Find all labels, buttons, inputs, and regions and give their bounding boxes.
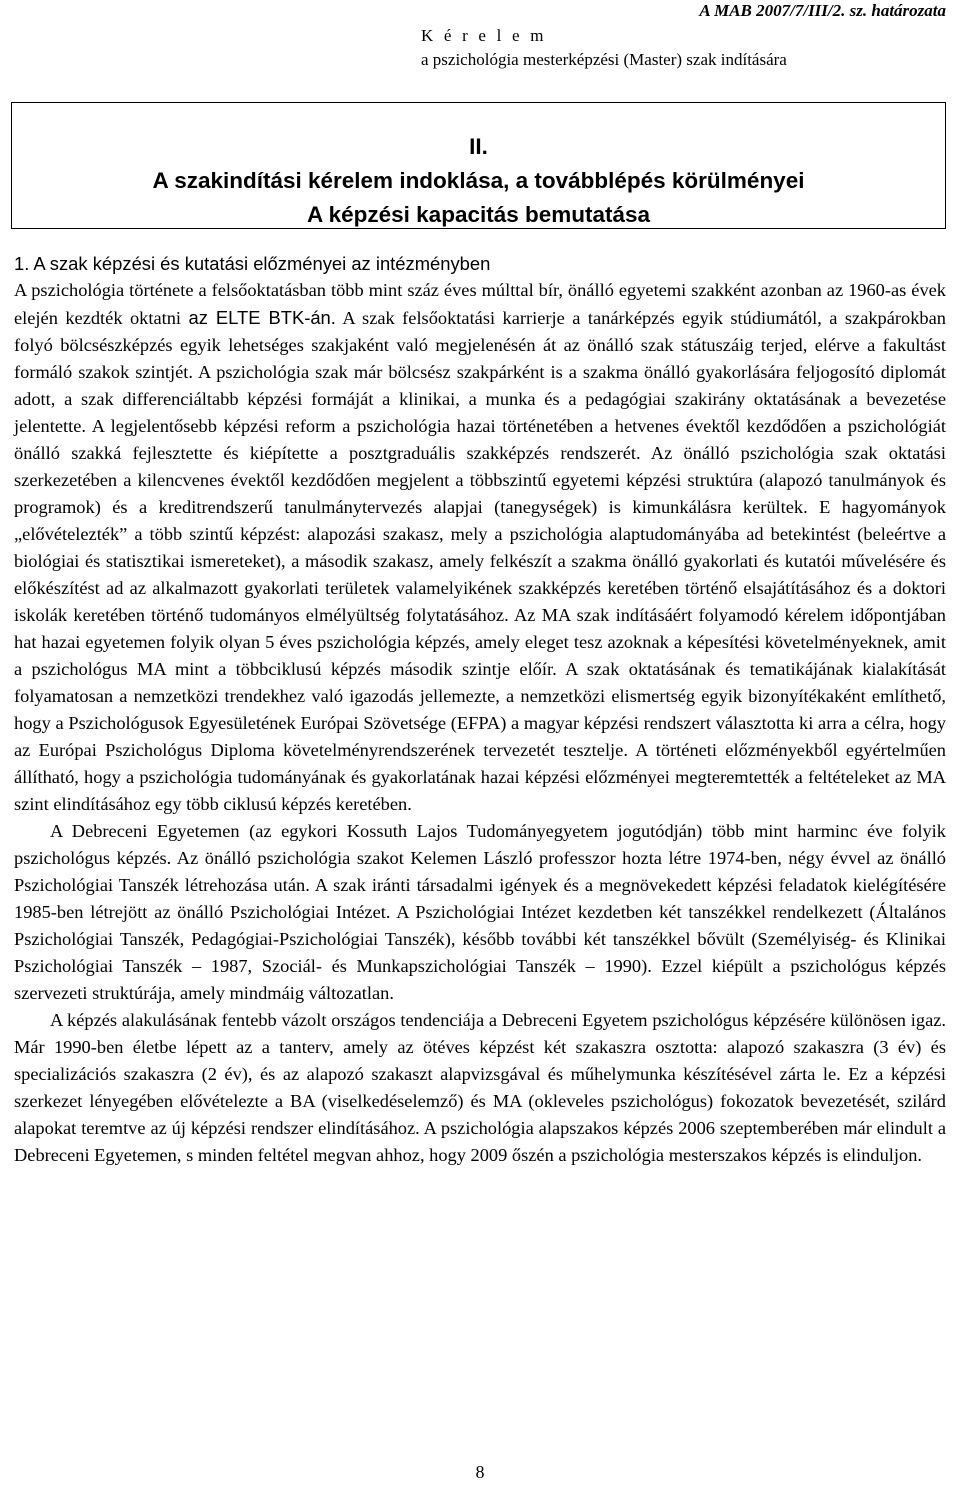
subsection-heading: 1. A szak képzési és kutatási előzményei az intézményben: [14, 253, 491, 274]
document-header: [421, 24, 787, 72]
paragraph-1-part-a: A pszichológia története a felsőoktatásban több mint száz éves múlttal bír, önálló egyetemi szakként azonban az 1960-as évek elején kezdték oktatni: [14, 280, 946, 328]
section-title-line1: A szakindítási kérelem indoklása, a továbblépés körülményei: [152, 168, 805, 193]
paragraph-1: [14, 277, 946, 818]
document-body: [14, 250, 946, 1169]
section-title-box: [11, 102, 946, 229]
section-title-line2: A képzési kapacitás bemutatása: [306, 202, 651, 227]
paragraph-2: A Debreceni Egyetemen (az egykori Kossuth Lajos Tudományegyetem jogutódján) több mint harminc éve folyik pszichológus képzés. Az önálló pszichológia szakot Kelemen László professzor hozta létre 1974-ben, négy évvel az önálló Pszichológiai Tanszék létrehozása után. A szak iránti társadalmi igények és a megnövekedett képzési feladatok kielégítésére 1985-ben létrejött az önálló Pszichológiai Intézet. A Pszichológiai Intézet kezdetben két tanszékkel rendelkezett (Általános Pszichológiai Tanszék, Pedagógiai-Pszichológiai Tanszék), később további két tanszékkel bővült (Személyiség- és Klinikai Pszichológiai Tanszék – 1987, Szociál- és Munkapszichológiai Tanszék – 1990). Ezzel kiépült a pszichológus képzés szervezeti struktúrája, amely mindmáig változatlan.: [14, 821, 946, 1003]
header-subtitle: a pszichológia mesterképzési (Master) szak indítására: [421, 50, 787, 69]
paragraph-3: A képzés alakulásának fentebb vázolt országos tendenciája a Debreceni Egyetem pszichológus képzésére különösen igaz. Már 1990-ben életbe lépett az a tanterv, amely az ötéves képzést két szakaszra osztotta: alapozó szakaszra (3 év) és specializációs szakaszra (2 év), és az alapozó szakaszt alapvizsgával és műhelymunka készítésével zárta le. Ez a képzési szerkezet lényegében elővételezte a BA (viselkedéselemző) és MA (okleveles pszichológus) fokozatok bevezetését, szilárd alapokat teremtve az új képzési rendszer elindításához. A pszichológia alapszakos képzés 2006 szeptemberében már elindult a Debreceni Egyetemen, s minden feltétel megvan ahhoz, hogy 2009 őszén a pszichológia mesterszakos képzés is elinduljon.: [14, 1010, 946, 1165]
header-title: K é r e l e m: [421, 26, 547, 45]
section-number: II.: [469, 134, 488, 159]
page-number: 8: [475, 1462, 485, 1482]
paragraph-1-part-b: az ELTE BTK-án.: [188, 307, 336, 328]
header-reference: A MAB 2007/7/III/2. sz. határozata: [699, 1, 946, 20]
paragraph-1-part-c: A szak felsőoktatási karrierje a tanárképzés egyik stúdiumától, a szakpárokban folyó bölcsészképzés egyik lehetséges szakjaként való megjelenésén át az önálló szak státuszáig terjed, elérve a fakultást formáló szakok szintjét. A pszichológia szak már bölcsész szakpárként is a szakma önálló gyakorlására feljogosító diplomát adott, a szak differenciáltabb képzési formáját a klinikai, a munka és a pedagógiai szakirány oktatásának a bevezetése jelentette. A legjelentősebb képzési reform a pszichológia hazai történetében a hetvenes évektől kezdődően a pszichológiát önálló szakká fejlesztette és kiépítette a posztgraduális szakképzés rendszerét. Az önálló pszichológia szak oktatási szerkezetében a kilencvenes évektől kezdődően megjelent a többszintű egyetemi képzési struktúra (alapozó tanulmányok és programok) és a kreditrendszerű tanulmánytervezés alapjai (tanegységek) is kimunkálásra kerültek. E hagyományok „elővételezték” a több szintű képzést: alapozási szakasz, mely a pszichológia alaptudományába ad betekintést (beleértve a biológiai és statisztikai ismereteket), a második szakasz, amely felkészít a szakma önálló gyakorlati és kutatói művelésére és előkészítést ad az alkalmazott gyakorlati területek valamelyikének szakképzés keretében történő elsajátításához és a doktori iskolák keretében történő tudományos elmélyültség folytatásához. Az MA szak indításáért folyamodó kérelem időpontjában hat hazai egyetemen folyik olyan 5 éves pszichológia képzés, amely eleget tesz azoknak a képesítési követelményeknek, amit a pszichológus MA mint a többciklusú képzés második szintje előír. A szak oktatásának és tematikájának kialakítását folyamatosan a nemzetközi trendekhez való igazodás jellemezte, a nemzetközi elismertség egyik bizonyítékaként említhető, hogy a Pszichológusok Egyesületének Európai Szövetsége (EFPA) a magyar képzési rendszert választotta ki arra a célra, hogy az Európai Pszichológus Diploma követelményrendszerének tervezetét tesztelje. A történeti előzményekből egyértelműen állítható, hogy a pszichológia tudományának és gyakorlatának hazai képzési előzményei megteremtették a feltételeket az MA szint elindításához egy több ciklusú képzés keretében.: [14, 308, 946, 814]
